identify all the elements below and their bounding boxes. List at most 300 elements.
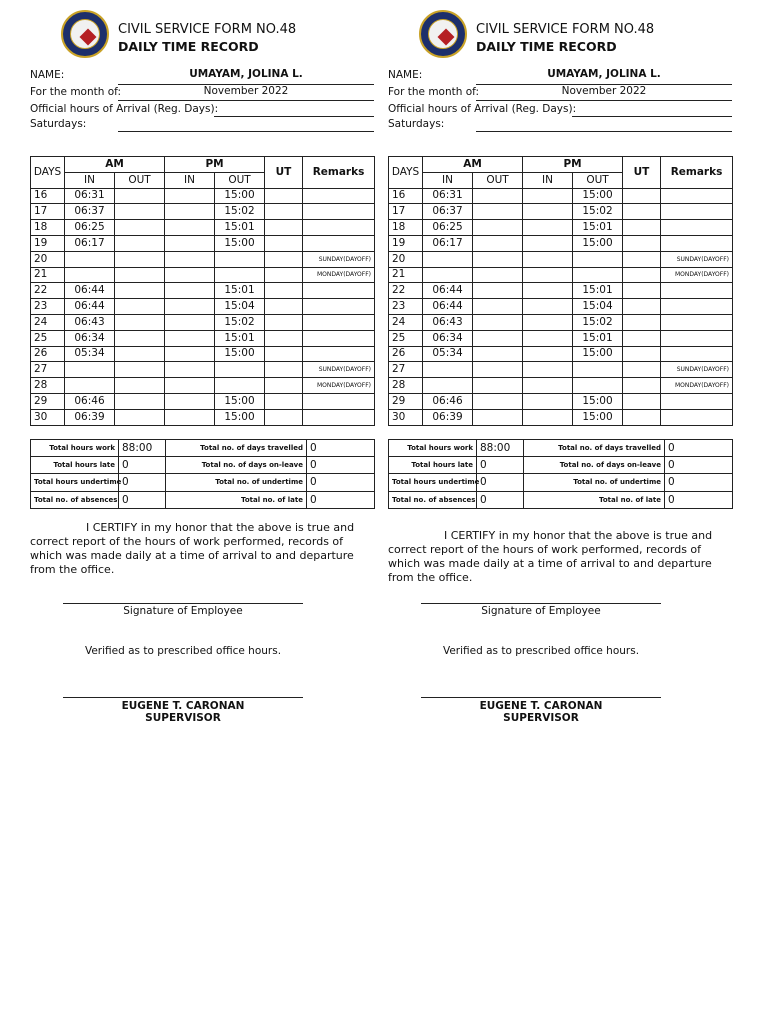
am-in-cell: 06:44 [423,283,473,299]
day-cell: 26 [31,346,65,362]
total-value: 0 [665,491,733,508]
am-out-cell [115,346,165,362]
time-record-table [388,156,733,426]
pm-out-cell: 15:00 [215,188,265,204]
pm-in-cell [165,220,215,236]
ut-cell [623,283,661,299]
remarks-cell: SUNDAY(DAYOFF) [303,251,375,267]
am-out-cell [115,251,165,267]
pm-in-cell [523,204,573,220]
day-cell: 28 [389,378,423,394]
table-row [389,267,733,283]
am-in-cell: 06:46 [423,393,473,409]
supervisor-signature-line [63,697,303,698]
pm-out-cell: 15:02 [573,204,623,220]
am-out-cell [115,188,165,204]
pm-out-header: OUT [573,172,623,188]
ut-cell [623,299,661,315]
ut-cell [265,204,303,220]
totals-row [389,440,733,457]
ut-cell [265,346,303,362]
am-out-cell [473,283,523,299]
am-out-cell [115,393,165,409]
supervisor-block [421,700,661,724]
pm-in-cell [165,188,215,204]
am-in-cell [423,251,473,267]
pm-in-cell [523,330,573,346]
totals-row [31,474,375,491]
totals-row [389,457,733,474]
pm-in-cell [165,378,215,394]
remarks-cell [661,299,733,315]
am-in-cell: 06:34 [423,330,473,346]
pm-in-cell [165,267,215,283]
remarks-cell: SUNDAY(DAYOFF) [303,362,375,378]
pm-in-cell [165,204,215,220]
pm-in-cell [523,283,573,299]
ut-cell [623,188,661,204]
official-hours-label: Official hours of Arrival (Reg. Days): [388,103,577,115]
total-value: 0 [307,440,375,457]
pm-in-cell [523,220,573,236]
pm-header: PM [523,157,623,173]
pm-out-cell: 15:00 [215,235,265,251]
pm-out-cell: 15:01 [215,283,265,299]
pm-in-cell [523,362,573,378]
government-seal-icon [419,10,467,58]
am-out-cell [473,346,523,362]
pm-out-cell [573,378,623,394]
totals-table [388,439,733,509]
table-row [389,220,733,236]
ut-cell [265,393,303,409]
official-hours-label: Official hours of Arrival (Reg. Days): [30,103,219,115]
day-cell: 29 [389,393,423,409]
month-label: For the month of: [30,86,122,98]
pm-out-cell: 15:00 [573,188,623,204]
pm-out-cell: 15:01 [573,283,623,299]
total-value: 88:00 [119,440,166,457]
am-out-cell [473,299,523,315]
ut-cell [265,188,303,204]
remarks-header: Remarks [303,157,375,189]
pm-in-cell [523,314,573,330]
day-cell: 18 [389,220,423,236]
form-title: DAILY TIME RECORD [476,39,617,54]
total-value: 0 [665,474,733,491]
total-value: 0 [119,491,166,508]
day-cell: 27 [31,362,65,378]
day-cell: 19 [389,235,423,251]
days-header: DAYS [31,157,65,189]
form-number-title: CIVIL SERVICE FORM NO.48 [118,22,297,37]
remarks-cell [303,393,375,409]
month-label: For the month of: [388,86,480,98]
ut-cell [265,251,303,267]
ut-cell [623,393,661,409]
ut-header: UT [265,157,303,189]
am-out-cell [473,235,523,251]
total-label: Total no. of late [166,491,307,508]
total-value: 0 [119,457,166,474]
ut-cell [623,204,661,220]
pm-out-cell: 15:01 [215,330,265,346]
ut-cell [623,362,661,378]
table-row [31,409,375,425]
am-out-cell [473,204,523,220]
day-cell: 21 [389,267,423,283]
am-in-cell [423,267,473,283]
day-cell: 29 [31,393,65,409]
pm-in-cell [165,409,215,425]
remarks-cell [303,330,375,346]
am-out-cell [473,188,523,204]
total-value: 0 [307,491,375,508]
ut-header: UT [623,157,661,189]
pm-in-cell [165,346,215,362]
day-cell: 24 [389,314,423,330]
am-in-cell: 06:43 [65,314,115,330]
remarks-cell [661,393,733,409]
pm-out-cell [215,251,265,267]
saturdays-label: Saturdays: [30,118,87,130]
am-in-cell: 06:25 [65,220,115,236]
ut-cell [265,267,303,283]
total-value: 0 [477,457,524,474]
am-out-cell [115,235,165,251]
day-cell: 16 [389,188,423,204]
remarks-cell [661,188,733,204]
am-in-cell: 06:37 [423,204,473,220]
am-out-cell [473,267,523,283]
remarks-cell [661,220,733,236]
supervisor-name: EUGENE T. CARONAN [121,700,245,712]
ut-cell [265,362,303,378]
pm-out-cell [215,362,265,378]
am-in-cell [423,362,473,378]
pm-in-cell [523,188,573,204]
pm-out-cell: 15:00 [215,346,265,362]
ut-cell [265,314,303,330]
remarks-cell [303,346,375,362]
day-cell: 21 [31,267,65,283]
am-in-cell [65,267,115,283]
totals-row [389,491,733,508]
pm-in-header: IN [523,172,573,188]
am-out-cell [115,204,165,220]
table-row [389,188,733,204]
pm-in-cell [165,235,215,251]
remarks-cell: MONDAY(DAYOFF) [303,267,375,283]
am-out-cell [473,362,523,378]
employee-signature-label: Signature of Employee [123,605,243,617]
total-label: Total no. of days on-leave [524,457,665,474]
table-row [31,204,375,220]
certification-text: I CERTIFY in my honor that the above is true and correct report of the hours of work performed, records of which was made daily at a time of arrival to and departure from the office. [388,529,713,584]
pm-header: PM [165,157,265,173]
day-cell: 20 [389,251,423,267]
am-in-cell: 06:31 [423,188,473,204]
am-out-cell [473,220,523,236]
am-out-header: OUT [473,172,523,188]
government-seal-icon [61,10,109,58]
saturdays-line [476,131,732,132]
ut-cell [623,346,661,362]
remarks-cell [303,204,375,220]
total-label: Total no. of absences [389,491,477,508]
table-row [389,283,733,299]
table-row [389,393,733,409]
day-cell: 23 [31,299,65,315]
am-out-cell [473,409,523,425]
table-row [31,188,375,204]
am-in-cell: 06:44 [65,283,115,299]
day-cell: 19 [31,235,65,251]
table-row [31,251,375,267]
ut-cell [265,220,303,236]
name-label: NAME: [30,69,65,81]
day-cell: 25 [31,330,65,346]
am-in-cell [423,378,473,394]
am-out-cell [473,330,523,346]
remarks-header: Remarks [661,157,733,189]
day-cell: 24 [31,314,65,330]
day-cell: 27 [389,362,423,378]
day-cell: 17 [389,204,423,220]
pm-out-cell: 15:00 [215,393,265,409]
table-row [31,235,375,251]
remarks-cell: MONDAY(DAYOFF) [303,378,375,394]
am-in-header: IN [423,172,473,188]
table-row [31,299,375,315]
total-value: 0 [119,474,166,491]
ut-cell [265,235,303,251]
am-out-cell [473,251,523,267]
official-hours-line [572,116,732,117]
remarks-cell: MONDAY(DAYOFF) [661,378,733,394]
day-cell: 17 [31,204,65,220]
form-number-title: CIVIL SERVICE FORM NO.48 [476,22,655,37]
remarks-cell [661,235,733,251]
month-line [118,100,374,101]
am-in-cell: 05:34 [423,346,473,362]
remarks-cell: MONDAY(DAYOFF) [661,267,733,283]
official-hours-line [214,116,374,117]
pm-out-cell: 15:01 [215,220,265,236]
ut-cell [623,330,661,346]
totals-row [389,474,733,491]
am-in-cell [65,251,115,267]
month-value: November 2022 [561,85,647,97]
am-in-cell: 06:43 [423,314,473,330]
ut-cell [623,251,661,267]
remarks-cell [303,409,375,425]
table-row [31,378,375,394]
total-label: Total no. of days on-leave [166,457,307,474]
pm-out-cell: 15:01 [573,330,623,346]
table-row [31,220,375,236]
table-row [31,346,375,362]
am-out-cell [115,220,165,236]
saturdays-label: Saturdays: [388,118,445,130]
am-out-header: OUT [115,172,165,188]
verified-text: Verified as to prescribed office hours. [84,645,282,657]
remarks-cell [303,283,375,299]
day-cell: 22 [389,283,423,299]
am-in-cell [65,362,115,378]
total-value: 88:00 [477,440,524,457]
employee-signature-line [63,603,303,604]
name-value: UMAYAM, JOLINA L. [547,68,661,80]
table-row [389,378,733,394]
ut-cell [623,220,661,236]
am-in-cell [65,378,115,394]
pm-in-cell [523,378,573,394]
pm-out-cell [215,378,265,394]
total-label: Total no. of late [524,491,665,508]
am-in-cell: 06:17 [423,235,473,251]
am-out-cell [115,409,165,425]
total-label: Total no. of days travelled [166,440,307,457]
remarks-cell [661,409,733,425]
am-out-cell [115,283,165,299]
ut-cell [265,409,303,425]
table-row [31,362,375,378]
day-cell: 20 [31,251,65,267]
supervisor-name: EUGENE T. CARONAN [479,700,603,712]
ut-cell [265,283,303,299]
total-value: 0 [665,440,733,457]
totals-row [31,457,375,474]
am-header: AM [423,157,523,173]
am-out-cell [115,362,165,378]
pm-in-header: IN [165,172,215,188]
ut-cell [265,378,303,394]
am-out-cell [473,378,523,394]
remarks-cell [661,283,733,299]
pm-in-cell [523,251,573,267]
am-out-cell [473,314,523,330]
pm-out-cell: 15:00 [573,409,623,425]
am-in-cell: 05:34 [65,346,115,362]
total-label: Total hours undertime [31,474,119,491]
am-in-cell: 06:39 [65,409,115,425]
time-record-table [30,156,375,426]
am-out-cell [115,267,165,283]
supervisor-block [63,700,303,724]
saturdays-line [118,131,374,132]
pm-in-cell [165,393,215,409]
am-header: AM [65,157,165,173]
remarks-cell [303,188,375,204]
pm-out-cell: 15:00 [573,235,623,251]
table-row [31,283,375,299]
supervisor-signature-line [421,697,661,698]
pm-out-header: OUT [215,172,265,188]
employee-signature-line [421,603,661,604]
table-row [389,299,733,315]
pm-in-cell [523,299,573,315]
day-cell: 23 [389,299,423,315]
day-cell: 28 [31,378,65,394]
total-value: 0 [477,474,524,491]
am-out-cell [473,393,523,409]
pm-in-cell [165,362,215,378]
total-value: 0 [307,457,375,474]
pm-in-cell [165,330,215,346]
remarks-cell [661,346,733,362]
remarks-cell: SUNDAY(DAYOFF) [661,362,733,378]
am-in-cell: 06:25 [423,220,473,236]
totals-row [31,440,375,457]
dtr-form-left [28,0,374,740]
am-in-cell: 06:44 [423,299,473,315]
table-row [389,235,733,251]
pm-out-cell: 15:04 [215,299,265,315]
pm-out-cell: 15:01 [573,220,623,236]
table-row [389,330,733,346]
table-row [389,409,733,425]
am-out-cell [115,330,165,346]
dtr-form-right [386,0,732,740]
am-out-cell [115,314,165,330]
remarks-cell [661,204,733,220]
supervisor-title: SUPERVISOR [503,712,579,724]
am-in-header: IN [65,172,115,188]
remarks-cell [661,330,733,346]
totals-row [31,491,375,508]
employee-signature-label: Signature of Employee [481,605,601,617]
am-in-cell: 06:31 [65,188,115,204]
pm-out-cell: 15:00 [573,346,623,362]
remarks-cell [303,314,375,330]
certification-text: I CERTIFY in my honor that the above is true and correct report of the hours of work performed, records of which was made daily at a time of arrival to and departure from the office. [30,521,355,576]
month-line [476,100,732,101]
totals-table [30,439,375,509]
am-in-cell: 06:39 [423,409,473,425]
remarks-cell: SUNDAY(DAYOFF) [661,251,733,267]
total-value: 0 [477,491,524,508]
total-label: Total no. of undertime [524,474,665,491]
total-label: Total hours work [389,440,477,457]
pm-out-cell: 15:00 [573,393,623,409]
name-label: NAME: [388,69,423,81]
total-label: Total hours late [389,457,477,474]
ut-cell [623,267,661,283]
day-cell: 26 [389,346,423,362]
am-in-cell: 06:44 [65,299,115,315]
table-row [389,346,733,362]
pm-out-cell: 15:02 [215,314,265,330]
pm-in-cell [165,314,215,330]
table-row [389,314,733,330]
remarks-cell [303,220,375,236]
ut-cell [623,314,661,330]
table-row [389,362,733,378]
am-in-cell: 06:46 [65,393,115,409]
am-out-cell [115,378,165,394]
day-cell: 25 [389,330,423,346]
total-label: Total no. of absences [31,491,119,508]
days-header: DAYS [389,157,423,189]
ut-cell [623,378,661,394]
day-cell: 30 [389,409,423,425]
day-cell: 16 [31,188,65,204]
name-value: UMAYAM, JOLINA L. [189,68,303,80]
pm-in-cell [165,251,215,267]
am-in-cell: 06:37 [65,204,115,220]
ut-cell [623,235,661,251]
